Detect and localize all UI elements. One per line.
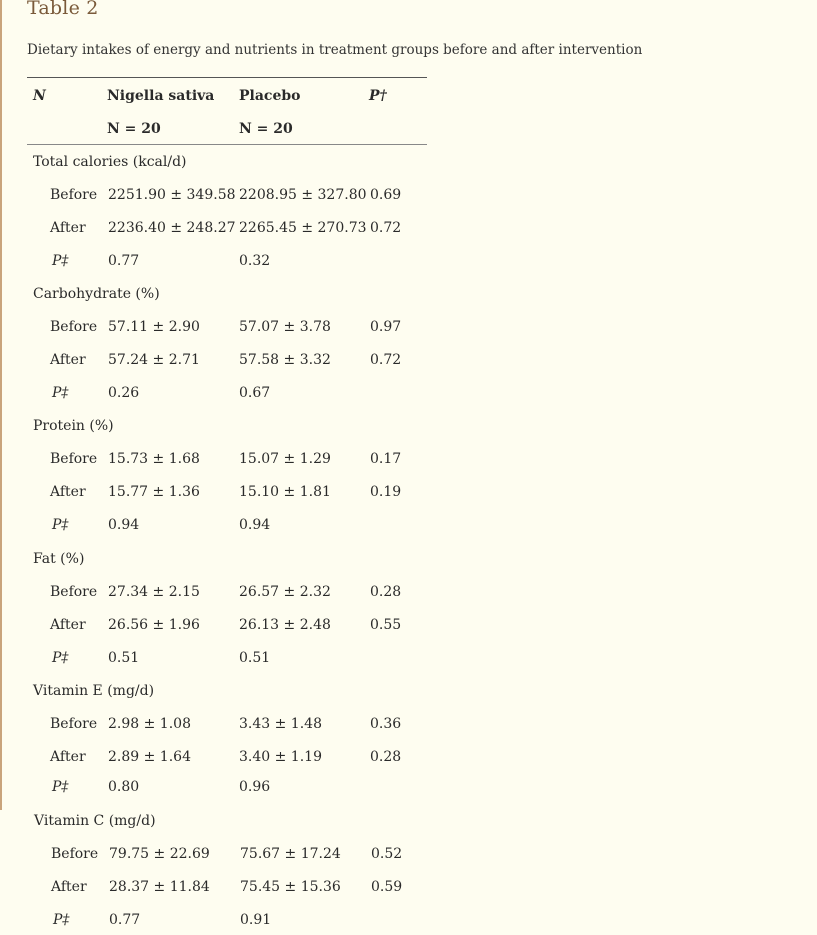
cell-placebo: 2265.45 ± 270.73 xyxy=(239,220,367,236)
row-label: After xyxy=(50,220,86,236)
cell-nigella-sativa: 0.77 xyxy=(108,253,140,269)
row-label: Before xyxy=(51,846,99,862)
cell-nigella-sativa: 57.11 ± 2.90 xyxy=(108,319,200,335)
cell-placebo: 57.07 ± 3.78 xyxy=(239,319,331,335)
cell-nigella-sativa: 27.34 ± 2.15 xyxy=(108,584,200,600)
cell-placebo: 0.32 xyxy=(239,253,271,269)
cell-nigella-sativa: 0.26 xyxy=(108,385,140,401)
row-label: After xyxy=(50,749,86,765)
cell-p-value: 0.72 xyxy=(370,220,402,236)
row-label: P‡ xyxy=(52,517,69,533)
cell-nigella-sativa: 2.89 ± 1.64 xyxy=(108,749,191,765)
cell-p-value: 0.97 xyxy=(370,319,402,335)
cell-nigella-sativa: 0.94 xyxy=(108,517,140,533)
cell-placebo: 75.45 ± 15.36 xyxy=(240,879,341,895)
row-label: P‡ xyxy=(52,253,69,269)
row-label: Before xyxy=(50,716,98,732)
cell-nigella-sativa: 2236.40 ± 248.27 xyxy=(108,220,236,236)
header-placebo: Placebo xyxy=(239,88,301,104)
row-label: After xyxy=(51,879,87,895)
row-label: Before xyxy=(50,187,98,203)
cell-placebo: 57.58 ± 3.32 xyxy=(239,352,331,368)
row-label: Before xyxy=(50,451,98,467)
cell-placebo: 15.10 ± 1.81 xyxy=(239,484,331,500)
cell-nigella-sativa: 0.80 xyxy=(108,779,140,795)
header-nigella-sativa: Nigella sativa xyxy=(107,88,215,104)
section-label: Carbohydrate (%) xyxy=(33,286,160,302)
cell-nigella-sativa: 15.77 ± 1.36 xyxy=(108,484,200,500)
row-label: P‡ xyxy=(53,912,70,928)
cell-p-value: 0.28 xyxy=(370,749,402,765)
cell-p-value: 0.19 xyxy=(370,484,402,500)
cell-nigella-sativa: 0.51 xyxy=(108,650,140,666)
header-p-value: P† xyxy=(369,88,387,104)
row-label: Before xyxy=(50,319,98,335)
cell-placebo: 0.91 xyxy=(240,912,272,928)
section-label: Fat (%) xyxy=(33,551,85,567)
row-label: After xyxy=(50,352,86,368)
cell-nigella-sativa: 2.98 ± 1.08 xyxy=(108,716,191,732)
cell-placebo: 3.43 ± 1.48 xyxy=(239,716,322,732)
header-nigella-n: N = 20 xyxy=(107,121,161,137)
cell-p-value: 0.52 xyxy=(371,846,403,862)
cell-p-value: 0.59 xyxy=(371,879,403,895)
cell-nigella-sativa: 0.77 xyxy=(109,912,141,928)
cell-nigella-sativa: 79.75 ± 22.69 xyxy=(109,846,210,862)
cell-nigella-sativa: 57.24 ± 2.71 xyxy=(108,352,200,368)
cell-p-value: 0.72 xyxy=(370,352,402,368)
cell-p-value: 0.36 xyxy=(370,716,402,732)
cell-placebo: 15.07 ± 1.29 xyxy=(239,451,331,467)
cell-placebo: 0.94 xyxy=(239,517,271,533)
table-title: Table 2 xyxy=(27,0,99,19)
cell-placebo: 2208.95 ± 327.80 xyxy=(239,187,367,203)
header-placebo-n: N = 20 xyxy=(239,121,293,137)
row-label: Before xyxy=(50,584,98,600)
cell-p-value: 0.55 xyxy=(370,617,402,633)
cell-p-value: 0.17 xyxy=(370,451,402,467)
cell-placebo: 75.67 ± 17.24 xyxy=(240,846,341,862)
row-label: P‡ xyxy=(52,385,69,401)
section-label: Vitamin C (mg/d) xyxy=(34,813,156,829)
header-rule xyxy=(27,144,427,145)
section-label: Total calories (kcal/d) xyxy=(33,154,187,170)
row-label: P‡ xyxy=(52,650,69,666)
cell-placebo: 0.67 xyxy=(239,385,271,401)
left-border xyxy=(0,0,2,810)
section-label: Vitamin E (mg/d) xyxy=(33,683,155,699)
top-rule xyxy=(27,77,427,78)
cell-placebo: 26.13 ± 2.48 xyxy=(239,617,331,633)
table-caption: Dietary intakes of energy and nutrients in treatment groups before and after intervention xyxy=(27,42,643,58)
cell-nigella-sativa: 15.73 ± 1.68 xyxy=(108,451,200,467)
row-label: After xyxy=(50,617,86,633)
cell-nigella-sativa: 28.37 ± 11.84 xyxy=(109,879,210,895)
cell-placebo: 0.51 xyxy=(239,650,271,666)
row-label: P‡ xyxy=(52,779,69,795)
cell-nigella-sativa: 26.56 ± 1.96 xyxy=(108,617,200,633)
cell-placebo: 26.57 ± 2.32 xyxy=(239,584,331,600)
row-label: After xyxy=(50,484,86,500)
cell-placebo: 0.96 xyxy=(239,779,271,795)
cell-p-value: 0.69 xyxy=(370,187,402,203)
header-n-label: N xyxy=(33,88,46,104)
cell-nigella-sativa: 2251.90 ± 349.58 xyxy=(108,187,236,203)
section-label: Protein (%) xyxy=(33,418,114,434)
cell-p-value: 0.28 xyxy=(370,584,402,600)
cell-placebo: 3.40 ± 1.19 xyxy=(239,749,322,765)
